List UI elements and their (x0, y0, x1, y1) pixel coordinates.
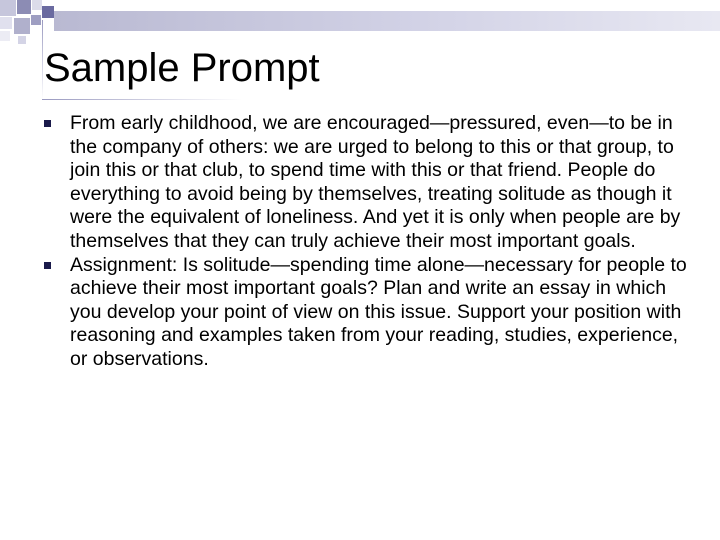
bullet-item-assignment (44, 254, 694, 372)
bullet-text: Assignment: Is solitude—spending time alone—necessary for people to achieve their most important goals? Plan and write an essay in which you develop your point of view on this issue. Support your position with reasoning and examples taken from your reading, studies, experience, or observations. (70, 253, 687, 370)
bullet-list (44, 112, 694, 372)
square-bullet-icon (44, 262, 51, 269)
vertical-rule (42, 20, 43, 100)
decorative-squares (0, 0, 60, 46)
bullet-item-prompt (44, 112, 694, 254)
bullet-text: From early childhood, we are encouraged—pressured, even—to be in the company of others: we are urged to belong to this or that group, to join this or that club, to spend time with this or that friend. People do everything to avoid being by themselves, treating solitude as though it were the equivalent of loneliness. And yet it is only when people are by themselves that they can truly achieve their most important goals. (70, 112, 681, 252)
horizontal-rule (42, 99, 242, 100)
header-gradient-bar (54, 11, 720, 31)
slide-title: Sample Prompt (44, 46, 320, 90)
square-bullet-icon (44, 120, 51, 127)
